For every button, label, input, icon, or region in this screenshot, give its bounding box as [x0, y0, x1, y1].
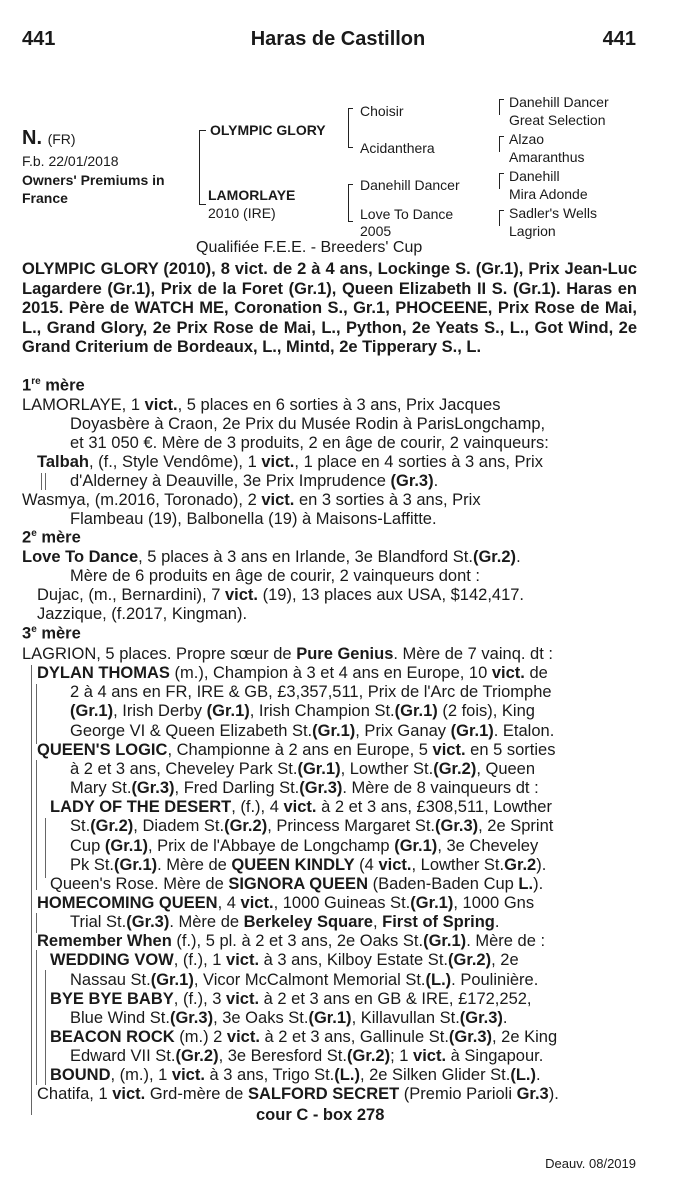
text: . [516, 548, 521, 566]
sale-reference: Deauv. 08/2019 [545, 1156, 636, 1171]
text-bold: vict. [261, 453, 295, 471]
great-grandparent: Alzao [509, 131, 545, 147]
first-dam-line-1 [22, 396, 637, 415]
heading-word: mère [40, 376, 85, 395]
first-dam-line-2: Doyasbère à Craon, 2e Prix du Musée Rodin à ParisLongchamp, [70, 415, 546, 433]
great-grandparent: Danehill [509, 168, 560, 184]
pedigree-tick [348, 147, 353, 148]
great-grandparent: Danehill Dancer [509, 94, 609, 110]
heading-sup: e [31, 624, 37, 635]
pedigree-tick [499, 99, 504, 100]
text-bold: (Gr.3) [390, 472, 434, 490]
text-bold: vict. [224, 586, 259, 604]
text: en 3 sorties à 3 ans, Prix [294, 491, 481, 509]
third-dam-line: à 2 et 3 ans, Cheveley Park St.(Gr.1), Lowther St.(Gr.2), Queen [70, 759, 536, 778]
first-dam-produce-2 [22, 491, 637, 510]
page-title: Haras de Castillon [250, 28, 426, 50]
stable-location: cour C - box 278 [256, 1106, 385, 1124]
text: , 5 places en 6 sorties à 3 ans, Prix Jacques [177, 396, 501, 414]
produce-bar [36, 684, 37, 744]
third-dam-line: LADY OF THE DESERT, (f.), 4 vict. à 2 et 3 ans, £308,511, Lowther [50, 798, 552, 817]
sire-paragraph: OLYMPIC GLORY (2010), 8 vict. de 2 à 4 ans, Lockinge S. (Gr.1), Prix Jean-Luc Lagardere (Gr.1), Prix de la Foret (Gr.1), Queen Elizabeth II S. (Gr.1). Haras en 2015. Père de WATCH ME, Coronation S., Gr.1, PHOCEENE, Prix Rose de Mai, L., Grand Glory, 2e Prix Rose de Mai, L., Python, 2e Yeats S., L., Got Wind, 2e Grand Criterium de Bordeaux, L., Mintd, 2e Tipperary S., L. [22, 260, 637, 357]
horse-birth: F.b. 22/01/2018 [22, 153, 119, 169]
horse-premium-2: France [22, 190, 68, 206]
text: , 1 place en 4 sorties à 3 ans, Prix [294, 453, 543, 471]
third-dam-line: Blue Wind St.(Gr.3), 3e Oaks St.(Gr.1), Killavullan St.(Gr.3). [70, 1008, 508, 1027]
text: , 5 places à 3 ans en Irlande, 3e Blandford St. [138, 548, 473, 566]
pedigree-tick-sire [199, 130, 206, 131]
produce-bar [36, 950, 37, 1085]
heading-num: 3 [22, 624, 32, 643]
third-dam-line: Nassau St.(Gr.1), Vicor McCalmont Memorial St.(L.). Poulinière. [70, 970, 539, 989]
third-dam-line: BEACON ROCK (m.) 2 vict. à 2 et 3 ans, Gallinule St.(Gr.3), 2e King [50, 1028, 558, 1046]
first-dam-line-3: et 31 050 €. Mère de 3 produits, 2 en âge de courir, 2 vainqueurs: [70, 434, 549, 452]
third-dam-heading [22, 624, 81, 644]
pedigree-tick [348, 184, 353, 185]
text: Wasmya, (m.2016, Toronado), 2 [22, 491, 262, 509]
first-dam-heading [22, 376, 85, 396]
heading-sup: e [31, 528, 37, 539]
produce-bar [45, 970, 46, 1085]
second-dam-line-1 [22, 548, 637, 567]
third-dam-line: Edward VII St.(Gr.2), 3e Beresford St.(Gr.2); 1 vict. à Singapour. [70, 1047, 544, 1066]
third-dam-line: BYE BYE BABY, (f.), 3 vict. à 2 et 3 ans en GB & IRE, £172,252, [50, 989, 532, 1008]
first-dam-produce-2b: Flambeau (19), Balbonella (19) à Maisons-Laffitte. [70, 510, 437, 528]
great-grandparent: Great Selection [509, 112, 606, 128]
third-dam-line: Remember When (f.), 5 pl. à 2 et 3 ans, 2e Oaks St.(Gr.1). Mère de : [37, 932, 546, 951]
pedigree-bracket-main [199, 130, 200, 205]
pedigree-bracket [499, 210, 500, 226]
third-dam-line: Trial St.(Gr.3). Mère de Berkeley Square, First of Spring. [70, 913, 500, 932]
third-dam-line: HOMECOMING QUEEN, 4 vict., 1000 Guineas St.(Gr.1), 1000 Gns [37, 893, 535, 912]
pedigree-tick [499, 136, 504, 137]
heading-word: mère [36, 528, 81, 547]
text-bold: (Gr.2) [472, 548, 517, 566]
horse-name: N. [22, 127, 42, 149]
text: Dujac, (m., Bernardini), 7 [37, 586, 225, 604]
horse-premium: Owners' Premiums in [22, 172, 165, 188]
sire-name: OLYMPIC GLORY [210, 122, 326, 138]
third-dam-line: WEDDING VOW, (f.), 1 vict. à 3 ans, Kilboy Estate St.(Gr.2), 2e [50, 951, 519, 970]
third-dam-line: LAGRION, 5 places. Propre sœur de Pure Genius. Mère de 7 vainq. dt : [22, 645, 553, 663]
granddam-2-year: 2005 [360, 223, 392, 239]
text: . [433, 472, 439, 490]
third-dam-line: Mary St.(Gr.3), Fred Darling St.(Gr.3). Mère de 8 vainqueurs dt : [70, 779, 539, 798]
granddam-2: Love To Dance [360, 206, 454, 222]
text-bold: vict. [261, 491, 295, 509]
pedigree-bracket [499, 173, 500, 189]
first-dam-produce-1 [37, 453, 637, 472]
second-dam-line-2: Mère de 6 produits en âge de courir, 2 vainqueurs dont : [70, 567, 481, 585]
first-dam-produce-1b [70, 472, 637, 491]
great-grandparent: Sadler's Wells [509, 205, 597, 221]
pedigree-tick [348, 108, 353, 109]
produce-bar [31, 665, 32, 1115]
horse-name-block [22, 127, 76, 150]
third-dam-line: (Gr.1), Irish Derby (Gr.1), Irish Champion St.(Gr.1) (2 fois), King [70, 702, 535, 721]
qualification-line: Qualifiée F.E.E. - Breeders' Cup [196, 239, 423, 256]
pedigree-bracket [499, 136, 500, 152]
text: , (f., Style Vendôme), 1 [88, 453, 262, 471]
third-dam-line: Pk St.(Gr.1). Mère de QUEEN KINDLY (4 vict., Lowther St.Gr.2). [70, 855, 547, 874]
heading-num: 1 [22, 376, 32, 395]
pedigree-bracket-sire [348, 108, 349, 148]
text: LAMORLAYE, 1 [22, 396, 145, 414]
heading-num: 2 [22, 528, 32, 547]
third-dam-line: 2 à 4 ans en FR, IRE & GB, £3,357,511, Prix de l'Arc de Triomphe [70, 683, 552, 702]
third-dam-line: Queen's Rose. Mère de SIGNORA QUEEN (Baden-Baden Cup L.). [50, 874, 544, 893]
great-grandparent: Amaranthus [509, 149, 585, 165]
horse-country: (FR) [47, 131, 76, 147]
second-dam-heading [22, 528, 81, 548]
pedigree-tick-dam [199, 204, 206, 205]
produce-bar [45, 818, 46, 878]
third-dam-line: QUEEN'S LOGIC, Championne à 2 ans en Europe, 5 vict. en 5 sorties [37, 740, 556, 759]
dam-name: Love To Dance [22, 548, 139, 566]
third-dam-line: Chatifa, 1 vict. Grd-mère de SALFORD SECRET (Premio Parioli Gr.3). [37, 1085, 559, 1104]
lot-number-right: 441 [602, 28, 636, 50]
dam-info: 2010 (IRE) [208, 205, 276, 221]
grandsire-1: Choisir [360, 103, 404, 119]
great-grandparent: Lagrion [509, 223, 556, 239]
pedigree-tick [499, 173, 504, 174]
heading-sup: re [31, 376, 41, 387]
grandsire-2: Danehill Dancer [360, 177, 460, 193]
produce-bar [36, 913, 37, 933]
third-dam-line: BOUND, (m.), 1 vict. à 3 ans, Trigo St.(L.), 2e Silken Glider St.(L.). [50, 1066, 541, 1085]
produce-name: Talbah [37, 453, 89, 471]
produce-bar [41, 473, 42, 490]
third-dam-line: George VI & Queen Elizabeth St.(Gr.1), Prix Ganay (Gr.1). Etalon. [70, 721, 555, 740]
granddam-1: Acidanthera [360, 140, 435, 156]
dam-name: LAMORLAYE [208, 187, 296, 203]
second-dam-produce-2: Jazzique, (f.2017, Kingman). [37, 605, 248, 623]
pedigree-bracket-dam [348, 184, 349, 222]
third-dam-line: DYLAN THOMAS (m.), Champion à 3 et 4 ans en Europe, 10 vict. de [37, 664, 548, 683]
produce-bar [45, 473, 46, 490]
text: d'Alderney à Deauville, 3e Prix Imprudence [70, 472, 391, 490]
third-dam-line: Cup (Gr.1), Prix de l'Abbaye de Longchamp (Gr.1), 3e Cheveley [70, 836, 539, 855]
heading-word: mère [36, 624, 81, 643]
pedigree-bracket [499, 99, 500, 115]
produce-bar [36, 760, 37, 890]
pedigree-tick [499, 210, 504, 211]
great-grandparent: Mira Adonde [509, 186, 588, 202]
second-dam-produce-1 [37, 586, 637, 605]
pedigree-tick [348, 221, 353, 222]
lot-number-left: 441 [22, 28, 56, 50]
third-dam-line: St.(Gr.2), Diadem St.(Gr.2), Princess Margaret St.(Gr.3), 2e Sprint [70, 817, 554, 836]
text: (19), 13 places aux USA, $142,417. [258, 586, 525, 604]
text-bold: vict. [144, 396, 178, 414]
